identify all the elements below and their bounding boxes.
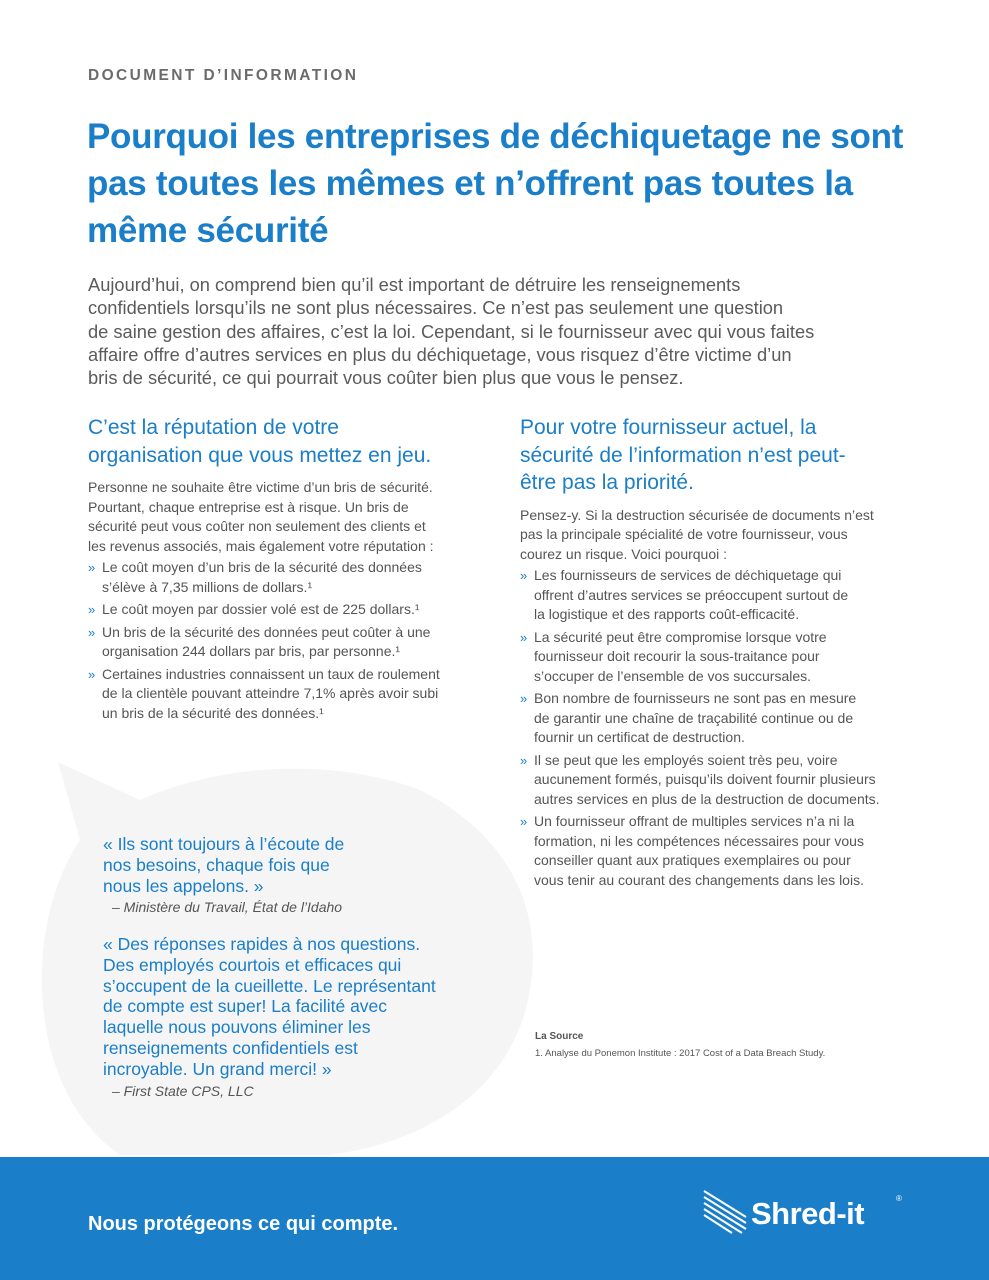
intro-line: bris de sécurité, ce qui pourrait vous coûter bien plus que vous le pensez.	[88, 367, 684, 389]
source-note	[535, 1031, 825, 1059]
page-title: Pourquoi les entreprises de déchiquetage ne sont pas toutes les mêmes et n’offrent pas toutes la même sécurité	[87, 117, 904, 250]
bullet-icon: »	[520, 629, 528, 645]
quote-line: laquelle nous pouvons éliminer les	[103, 1017, 371, 1038]
paragraph-line: Pourtant, chaque entreprise est à risque. Un bris de	[88, 498, 409, 515]
bullet-icon: »	[88, 624, 96, 640]
quote-line: nos besoins, chaque fois que	[103, 854, 330, 875]
bullet-icon: »	[520, 814, 528, 829]
list-item-line: fournir un certificat de destruction.	[534, 729, 745, 745]
source-citation: 1. Analyse du Ponemon Institute : 2017 Cost of a Data Breach Study.	[535, 1048, 826, 1059]
quote-attribution: – Ministère du Travail, État de l’Idaho	[112, 899, 343, 916]
list-item-line: Un bris de la sécurité des données peut coûter à une	[102, 623, 431, 640]
intro-line: confidentiels lorsqu’ils ne sont plus nécessaires. Ce n’est pas seulement une question	[88, 297, 784, 319]
testimonial-quote	[103, 934, 436, 1099]
list-item-line: organisation 244 dollars par bris, par personne.¹	[102, 643, 401, 659]
footer-tagline: Nous protégeons ce qui compte.	[88, 1213, 399, 1235]
heading-line: C’est la réputation de votre	[88, 416, 339, 439]
bullet-icon: »	[520, 752, 528, 768]
quote-line: de compte est super! La facilité avec	[103, 996, 388, 1017]
intro-line: Aujourd’hui, on comprend bien qu’il est important de détruire les renseignements	[88, 274, 741, 295]
bullet-icon: »	[88, 602, 96, 617]
quote-line: « Des réponses rapides à nos questions.	[103, 934, 421, 954]
intro-line: affaire offre d’autres services en plus du déchiquetage, vous risquez d’être victime d’un	[88, 343, 792, 365]
bullet-icon: »	[88, 666, 96, 682]
list-item-line: fournisseur doit recourir la sous-traitance pour	[534, 648, 820, 664]
footer-bar	[0, 1157, 989, 1280]
list-item-line: offrent d’autres services se préoccupent surtout de	[534, 586, 849, 603]
intro-line: de saine gestion des affaires, c’est la loi. Cependant, si le fournisseur avec qui vous faites	[88, 320, 815, 342]
list-item-line: s’élève à 7,35 millions de dollars.¹	[102, 578, 313, 595]
quote-line: incroyable. Un grand merci! »	[103, 1058, 332, 1079]
bullet-icon: »	[88, 560, 96, 575]
list-item-line: Certaines industries connaissent un taux de roulement	[102, 665, 440, 682]
logo-wordmark: Shred-it	[751, 1196, 865, 1231]
quote-attribution: – First State CPS, LLC	[112, 1082, 254, 1099]
list-item-line: La sécurité peut être compromise lorsque votre	[534, 628, 827, 645]
paragraph-line: Pensez-y. Si la destruction sécurisée de documents n’est	[520, 506, 874, 523]
bullet-icon: »	[520, 691, 528, 706]
list-item-line: aucunement formés, puisqu’ils doivent fournir plusieurs	[534, 771, 876, 787]
heading-line: sécurité de l’information n’est peut-	[520, 443, 846, 467]
list-item-line: s’occuper de l’ensemble de vos succursales.	[534, 667, 812, 684]
list-item-line: Bon nombre de fournisseurs ne sont pas en mesure	[534, 690, 857, 706]
logo-stripes-icon	[702, 1187, 750, 1237]
quote-line: s’occupent de la cueillette. Le représentant	[103, 975, 436, 996]
list-item-line: Le coût moyen par dossier volé est de 225 dollars.¹	[102, 601, 420, 617]
quote-line: « Ils sont toujours à l’écoute de	[103, 834, 345, 854]
list-item-line: la logistique et des rapports coût-efficacité.	[534, 606, 800, 622]
testimonial-quote	[103, 834, 344, 915]
list-item-line: Il se peut que les employés soient très peu, voire	[534, 751, 838, 768]
quote-line: renseignements confidentiels est	[103, 1037, 358, 1058]
list-item-line: de garantir une chaîne de traçabilité continue ou de	[534, 709, 854, 726]
list-item-line: Un fournisseur offrant de multiples services n’a ni la	[534, 813, 855, 829]
paragraph-line: courez un risque. Voici pourquoi :	[520, 545, 728, 562]
list-item-line: de la clientèle pouvant atteindre 7,1% après avoir subi	[102, 685, 439, 701]
list-item-line: Les fournisseurs de services de déchiquetage qui	[534, 567, 842, 583]
paragraph-line: Personne ne souhaite être victime d’un bris de sécurité.	[88, 479, 433, 495]
list-item-line: conseiller quant aux pratiques exemplaires ou pour	[534, 852, 851, 868]
list-item-line: un bris de la sécurité des données.¹	[102, 704, 324, 721]
registered-mark: ®	[896, 1194, 902, 1203]
list-item-line: Le coût moyen d’un bris de la sécurité des données	[102, 559, 422, 575]
paragraph-line: pas la principale spécialité de votre fournisseur, vous	[520, 526, 848, 542]
quote-line: nous les appelons. »	[103, 875, 264, 896]
list-item-line: formation, ni les compétences nécessaires pour vous	[534, 832, 864, 849]
paragraph-line: sécurité peut vous coûter non seulement des clients et	[88, 518, 426, 534]
heading-line: Pour votre fournisseur actuel, la	[520, 416, 817, 439]
heading-line: être pas la priorité.	[520, 471, 694, 494]
quote-line: Des employés courtois et efficaces qui	[103, 954, 402, 975]
document-type-label: DOCUMENT D’INFORMATION	[88, 67, 359, 84]
paragraph-line: les revenus associés, mais également votre réputation :	[88, 537, 434, 554]
heading-line: organisation que vous mettez en jeu.	[88, 443, 432, 467]
source-label: La Source	[535, 1031, 584, 1042]
list-item-line: vous tenir au courant des changements dans les lois.	[534, 871, 864, 888]
bullet-icon: »	[520, 568, 528, 583]
list-item-line: autres services en plus de la destruction de documents.	[534, 790, 880, 807]
